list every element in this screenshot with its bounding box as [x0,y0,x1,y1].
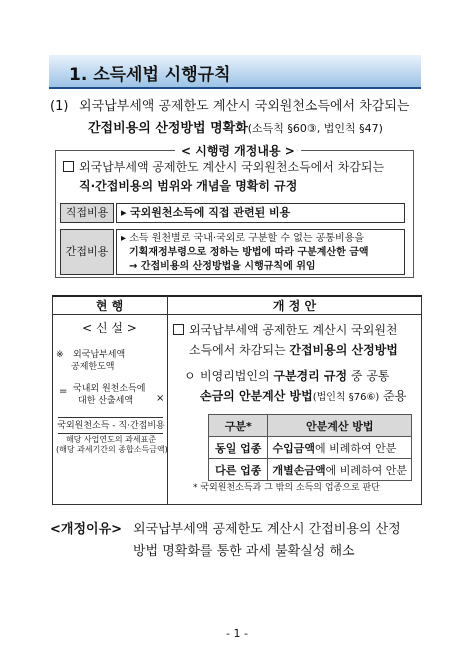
fraction-divider [58,417,163,418]
revision-intro-1: 외국납부세액 공제한도 계산시 국외원천소득에서 차감되는 [63,159,384,176]
bullet-icon: ▸ [121,233,127,244]
reason-line2: 방법 명확화를 통한 과세 불확실성 해소 [133,544,355,559]
note-label-2: 공제한도액 [71,362,115,372]
item-line2-bold: 간접비용의 산정방법 명확화 [88,121,248,136]
revised-para1-line2: 소득에서 차감되는 간접비용의 산정방법 [189,343,398,357]
reason-label: <개정이유> [50,522,123,537]
fraction-divider-2 [58,433,163,434]
allocation-header-category: 구분* [209,415,268,437]
current-new-label: < 신 설 > [82,321,137,335]
circle-bullet: ㅇ [184,369,196,383]
revised-para1-line1: 외국납부세액 공제한도 계산시 국외원천 [173,322,398,339]
column-revised-header: 개 정 안 [272,299,317,313]
note-mark: ※ [56,350,64,360]
equals-sign: = [59,386,68,397]
indirect-cost-line2: 기획재정부령으로 정하는 방법에 따라 구분계산한 금액 [129,247,369,258]
row-same-industry: 동일 업종 [209,437,268,459]
item-number: (1) [50,99,69,114]
indirect-cost-line3: → 간접비용의 산정방법을 시행규칙에 위임 [129,261,316,272]
indirect-cost-label: 간접비용 [60,229,114,275]
table-row [209,459,412,481]
revision-intro-2: 직·간접비용의 범위와 개념을 명확히 규정 [79,179,298,193]
times-sign: × [156,393,165,404]
page-number: - 1 - [226,627,248,640]
revised-para2-line2: 손금의 안분계산 방법(법인칙 §76⑥) 준용 [200,389,407,403]
fraction-sub-1: 해당 사업연도의 과세표준 [65,435,157,444]
item-line2 [88,120,383,138]
checkbox-icon [63,161,74,172]
item-line1: 외국납부세액 공제한도 계산시 국외원천소득에서 차감되는 [79,99,410,114]
allocation-table-header [209,415,412,437]
comparison-column-divider [167,296,168,505]
column-current-header: 현 행 [95,299,124,313]
item-line2-ref: (소득칙 §60③, 법인칙 §47) [247,122,383,135]
indirect-cost-line1: ▸ 소득 원천별로 국내·국외로 구분할 수 없는 공통비용을 [121,233,364,244]
table-row [209,437,412,459]
allocation-header-method: 안분계산 방법 [268,415,412,437]
section-title-bar [49,55,421,89]
revision-box-header: < 시행령 개정내용 > [175,143,301,160]
row-other-industry-method: 개별손금액에 비례하여 안분 [268,459,412,481]
section-title: 1. 소득세법 시행규칙 [69,65,231,85]
revised-para2-line1: 비영리법인의 구분경리 규정 중 공통 [200,369,390,383]
row-same-industry-method: 수입금액에 비례하여 안분 [268,437,412,459]
checkbox-icon [173,324,184,335]
fraction-denominator: 국외원천소득 - 직·간접비용 [57,421,165,431]
direct-cost-text: ▸ 국외원천소득에 직접 관련된 비용 [116,203,405,223]
note-label-1: 외국납부세액 [73,350,126,360]
fraction-numerator-2: 대한 산출세액 [78,396,134,406]
allocation-table [208,414,412,481]
fraction-numerator-1: 국내외 원천소득에 [73,384,146,394]
bullet-icon: ▸ [121,206,127,219]
reason-line1: 외국납부세액 공제한도 계산시 간접비용의 산정 [133,522,401,537]
direct-cost-label: 직접비용 [60,203,114,223]
allocation-footnote: * 국외원천소득과 그 밖의 소득의 업종으로 판단 [193,483,380,493]
row-other-industry: 다른 업종 [209,459,268,481]
fraction-sub-2: (해당 과세기간의 종합소득금액) [56,445,168,454]
